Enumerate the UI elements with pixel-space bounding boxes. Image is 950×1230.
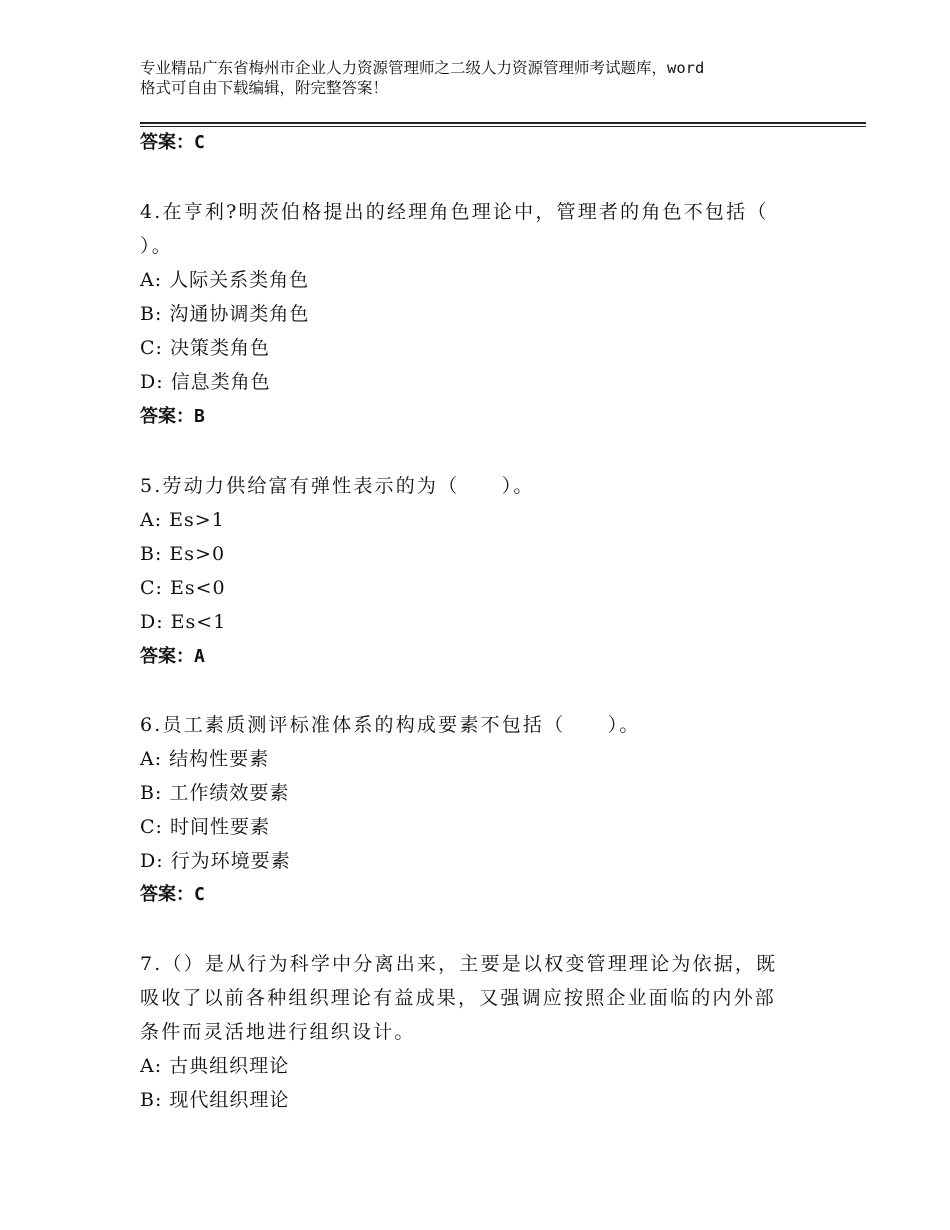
question-5-option-b: B: Es>0 — [140, 543, 226, 565]
question-4-option-c: C: 决策类角色 — [140, 337, 270, 359]
question-7-option-a: A: 古典组织理论 — [140, 1055, 290, 1077]
question-5-stem: 5.劳动力供给富有弹性表示的为（ ）。 — [140, 475, 535, 497]
question-4-option-b: B: 沟通协调类角色 — [140, 303, 310, 325]
header-divider-thin — [140, 126, 866, 127]
question-5-option-d: D: Es<1 — [140, 611, 227, 633]
answer-q3: 答案：C — [140, 132, 205, 153]
question-6-stem: 6.员工素质测评标准体系的构成要素不包括（ ）。 — [140, 714, 641, 736]
header-line-1: 专业精品广东省梅州市企业人力资源管理师之二级人力资源管理师考试题库，word — [140, 59, 705, 77]
answer-q6: 答案：C — [140, 884, 205, 905]
question-4-option-d: D: 信息类角色 — [140, 371, 271, 393]
question-5-option-a: A: Es>1 — [140, 509, 225, 531]
question-5-option-c: C: Es<0 — [140, 577, 226, 599]
question-7-stem-line-2: 吸收了以前各种组织理论有益成果，又强调应按照企业面临的内外部 — [140, 987, 777, 1009]
question-6-option-a: A: 结构性要素 — [140, 748, 270, 770]
header-line-2: 格式可自由下载编辑，附完整答案！ — [140, 79, 389, 97]
header-divider-thick — [140, 122, 866, 124]
question-4-stem-line-1: 4.在亨利?明茨伯格提出的经理角色理论中，管理者的角色不包括（ — [140, 201, 769, 223]
question-4-stem-line-2: ）。 — [140, 235, 173, 257]
answer-q5: 答案：A — [140, 646, 205, 667]
document-header — [140, 58, 840, 98]
question-7-stem-line-3: 条件而灵活地进行组织设计。 — [140, 1021, 416, 1043]
question-7-stem-line-1: 7.（）是从行为科学中分离出来，主要是以权变管理理论为依据，既 — [140, 953, 778, 975]
question-7-option-b: B: 现代组织理论 — [140, 1089, 290, 1111]
question-6-option-c: C: 时间性要素 — [140, 816, 270, 838]
question-6-option-b: B: 工作绩效要素 — [140, 782, 290, 804]
question-6-option-d: D: 行为环境要素 — [140, 850, 291, 872]
question-4-option-a: A: 人际关系类角色 — [140, 269, 310, 291]
answer-q4: 答案：B — [140, 406, 205, 427]
